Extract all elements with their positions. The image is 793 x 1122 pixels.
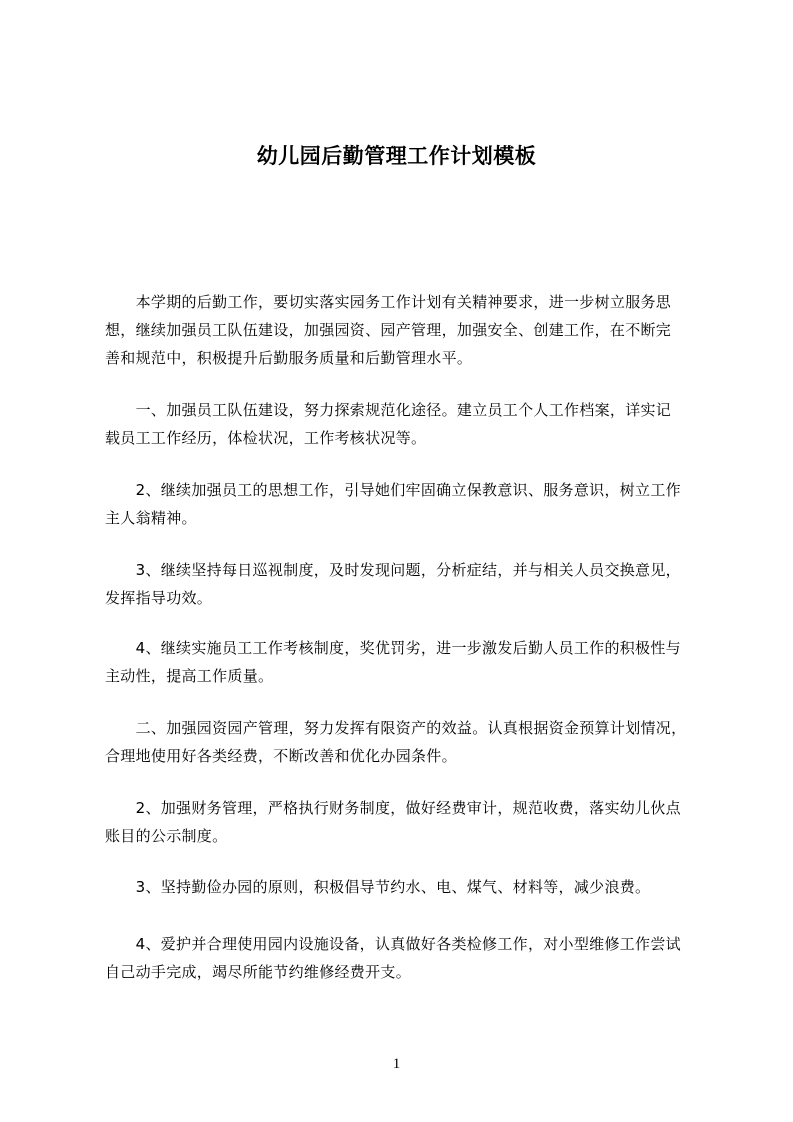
paragraph-line: 4、继续实施员工工作考核制度，奖优罚劣，进一步激发后勤人员工作的积极性与 xyxy=(105,639,681,657)
paragraph-line: 发挥指导功效。 xyxy=(105,589,213,607)
paragraph-maintenance xyxy=(105,930,710,986)
paragraph-line: 本学期的后勤工作，要切实落实园务工作计划有关精神要求，进一步树立服务思 xyxy=(105,293,672,311)
paragraph-line: 3、坚持勤俭办园的原则，积极倡导节约水、电、煤气、材料等，减少浪费。 xyxy=(105,878,651,896)
paragraph-staff-ideology xyxy=(105,476,710,532)
paragraph-line: 自己动手完成，竭尽所能节约维修经费开支。 xyxy=(105,963,412,981)
paragraph-line: 合理地使用好各类经费，不断改善和优化办园条件。 xyxy=(105,747,457,765)
paragraph-line: 2、继续加强员工的思想工作，引导她们牢固确立保教意识、服务意识，树立工作 xyxy=(105,481,681,499)
paragraph-line: 2、加强财务管理，严格执行财务制度，做好经费审计，规范收费，落实幼儿伙点 xyxy=(105,799,681,817)
paragraph-line: 载员工工作经历，体检状况，工作考核状况等。 xyxy=(105,429,427,447)
paragraph-line: 4、爱护并合理使用园内设施设备，认真做好各类检修工作，对小型维修工作尝试 xyxy=(105,935,681,953)
paragraph-line: 一、加强员工队伍建设，努力探索规范化途径。建立员工个人工作档案，详实记 xyxy=(105,401,672,419)
page-number: 1 xyxy=(392,1056,401,1072)
paragraph-assessment xyxy=(105,634,710,690)
paragraph-line: 善和规范中，积极提升后勤服务质量和后勤管理水平。 xyxy=(105,349,473,367)
paragraph-line: 3、继续坚持每日巡视制度，及时发现问题，分析症结，并与相关人员交换意见， xyxy=(105,561,681,579)
paragraph-line: 想，继续加强员工队伍建设，加强园资、园产管理，加强安全、创建工作，在不断完 xyxy=(105,321,672,339)
paragraph-line: 二、加强园资园产管理，努力发挥有限资产的效益。认真根据资金预算计划情况， xyxy=(105,719,687,737)
paragraph-line: 主动性，提高工作质量。 xyxy=(105,667,274,685)
paragraph-asset-management xyxy=(105,714,710,770)
paragraph-frugality xyxy=(105,873,710,901)
paragraph-intro xyxy=(105,288,710,372)
document-title: 幼儿园后勤管理工作计划模板 xyxy=(256,144,537,168)
paragraph-finance xyxy=(105,794,710,850)
paragraph-line: 主人翁精神。 xyxy=(105,509,197,527)
paragraph-line: 账目的公示制度。 xyxy=(105,827,228,845)
paragraph-daily-inspection xyxy=(105,556,710,612)
paragraph-staff-building xyxy=(105,396,710,452)
